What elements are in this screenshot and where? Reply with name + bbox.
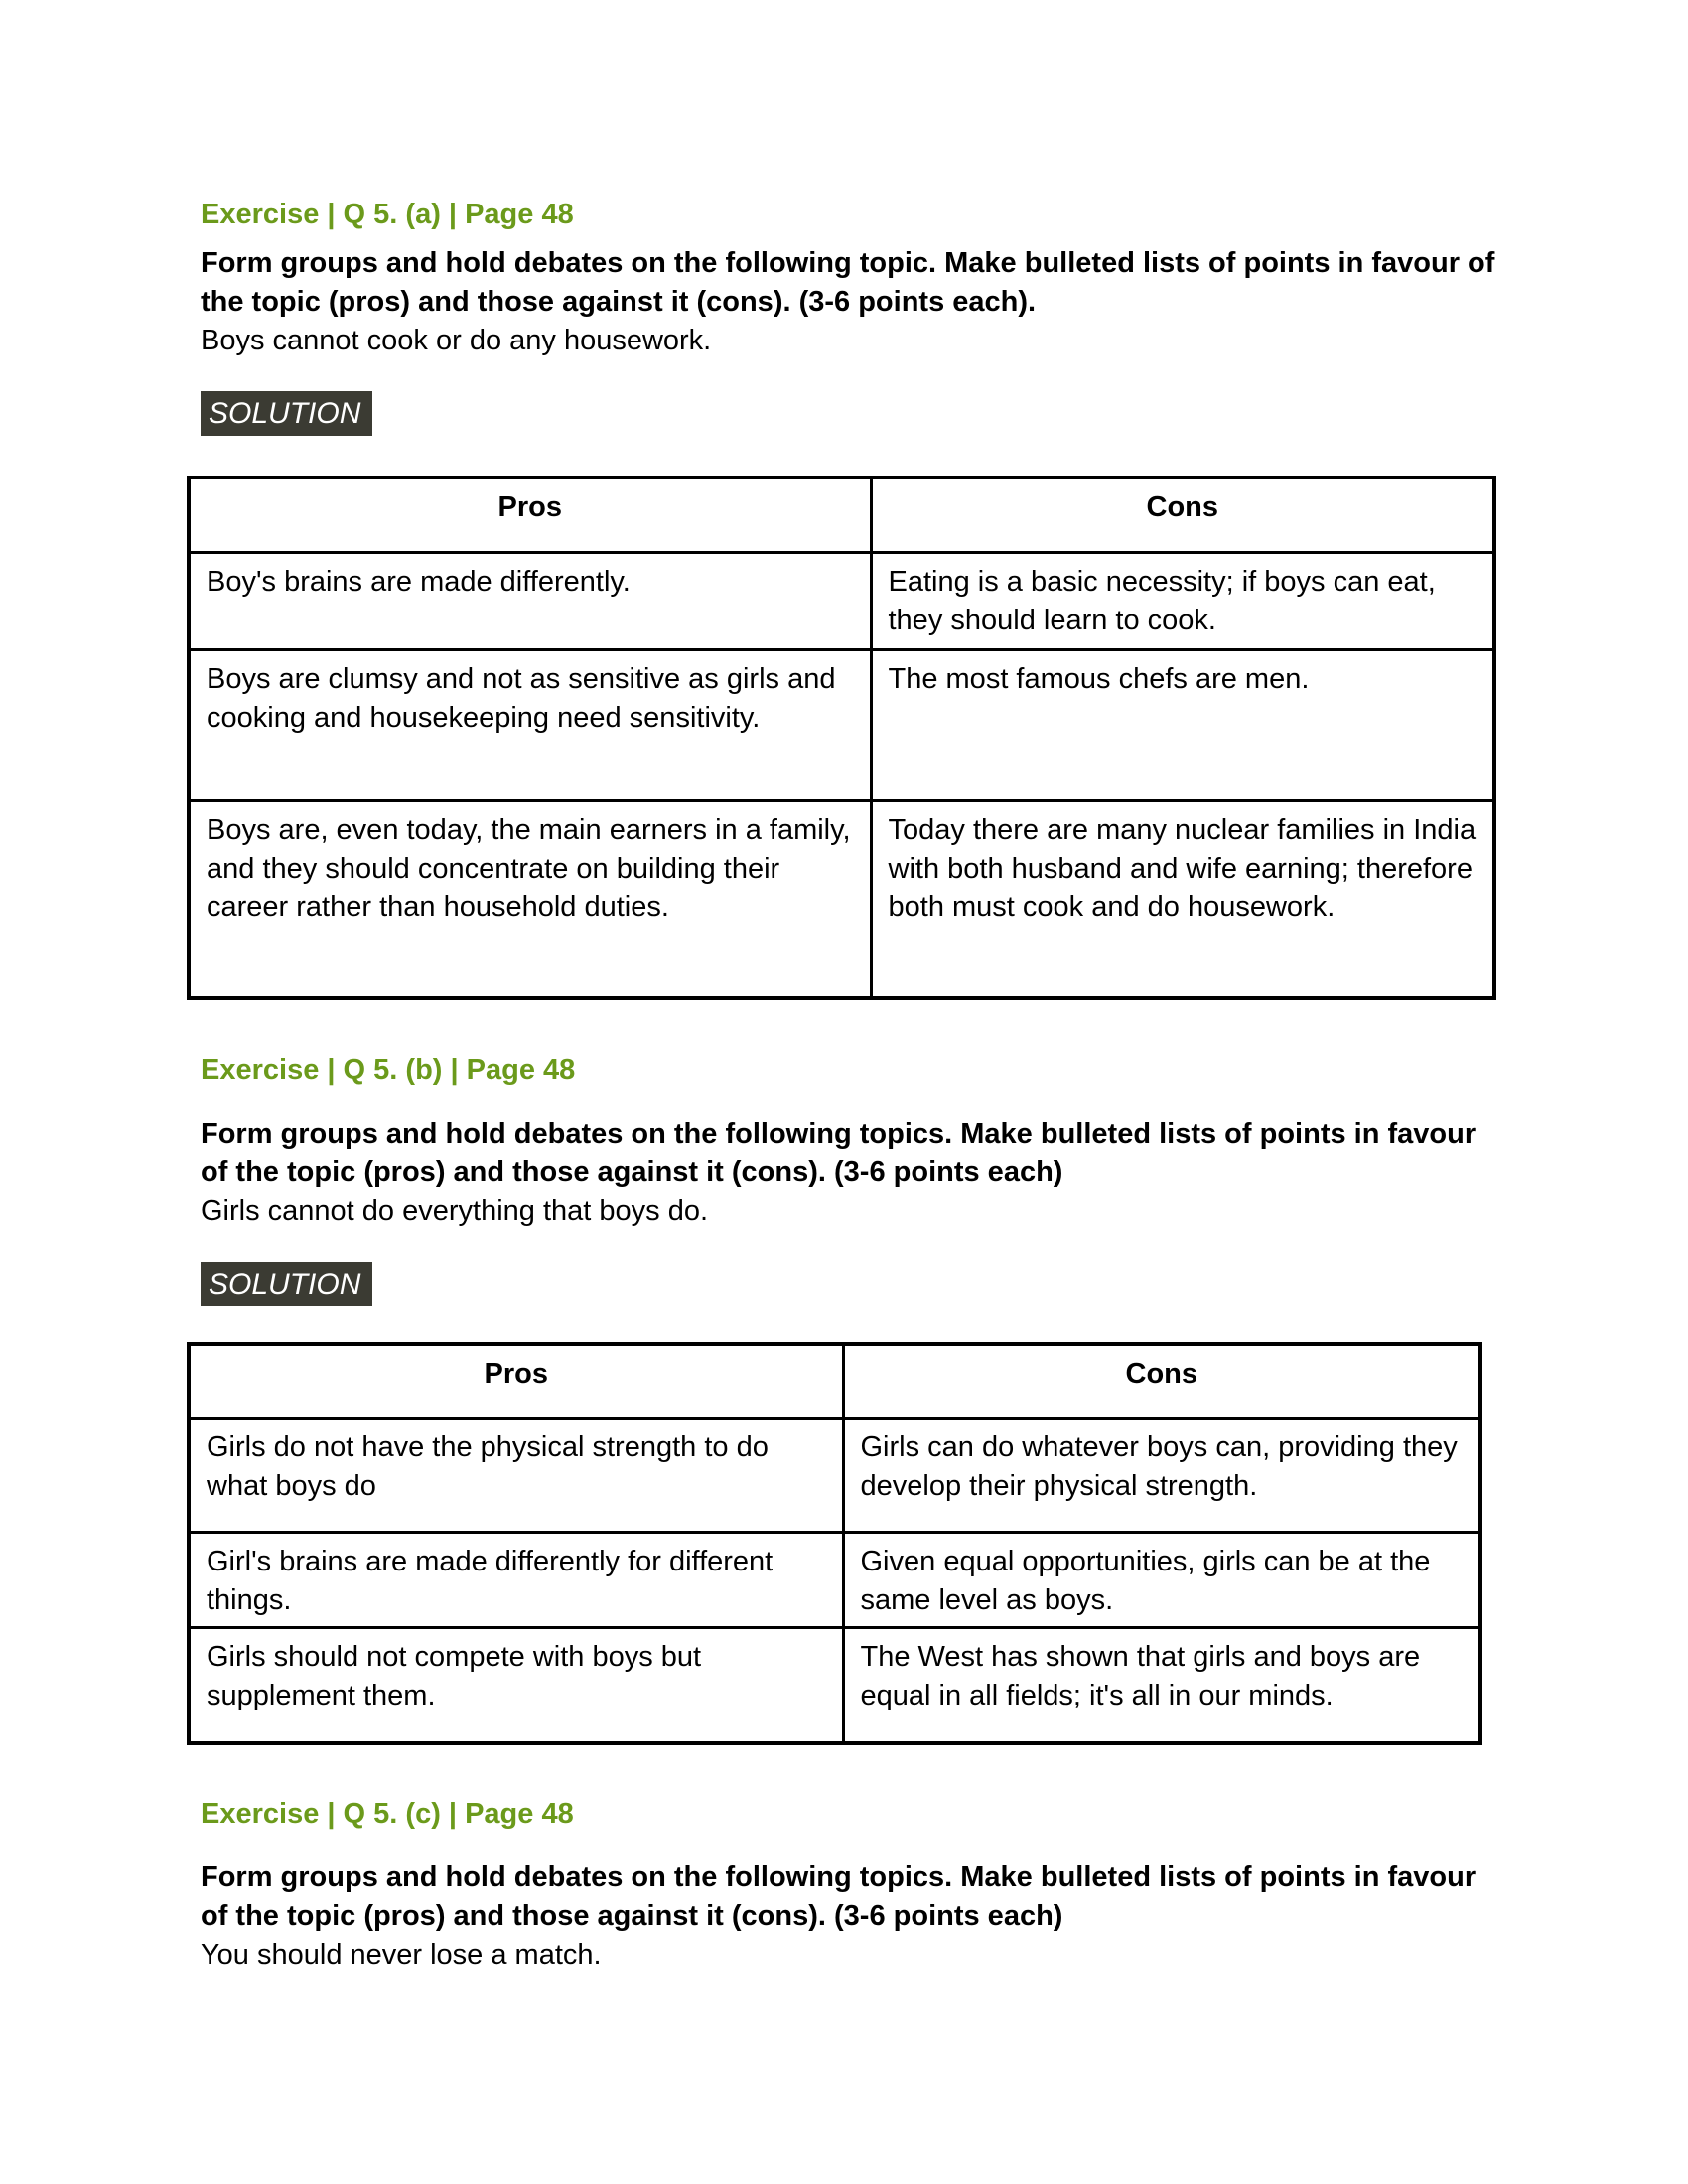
cons-cell: Girls can do whatever boys can, providing they develop their physical strength.	[843, 1418, 1480, 1532]
solution-badge: SOLUTION	[201, 391, 372, 436]
solution-badge: SOLUTION	[201, 1262, 372, 1306]
table-header-row	[189, 1344, 1480, 1418]
cons-cell: The most famous chefs are men.	[871, 649, 1494, 800]
pros-cell: Boys are, even today, the main earners in a family, and they should concentrate on building their career rather than household duties.	[189, 800, 871, 998]
debate-topic-b: Girls cannot do everything that boys do.	[201, 1195, 709, 1227]
pros-cell: Boys are clumsy and not as sensitive as girls and cooking and housekeeping need sensitivity.	[189, 649, 871, 800]
pros-cell: Boy's brains are made differently.	[189, 552, 871, 649]
exercise-section-a	[187, 199, 1507, 1000]
question-instruction-a: Form groups and hold debates on the following topic. Make bulleted lists of points in favour of the topic (pros) and those against it (cons). (3-6 points each).	[201, 247, 1495, 318]
exercise-section-c	[187, 1798, 1507, 1975]
exercise-heading-a: Exercise | Q 5. (a) | Page 48	[201, 199, 574, 230]
pros-column-header: Pros	[189, 1344, 843, 1418]
cons-column-header: Cons	[843, 1344, 1480, 1418]
exercise-heading-c: Exercise | Q 5. (c) | Page 48	[201, 1798, 574, 1830]
table-row	[189, 649, 1494, 800]
table-row	[189, 1627, 1480, 1743]
debate-topic-a: Boys cannot cook or do any housework.	[201, 325, 712, 356]
question-instruction-b: Form groups and hold debates on the following topics. Make bulleted lists of points in favour of the topic (pros) and those against it (cons). (3-6 points each)	[201, 1118, 1477, 1188]
table-row	[189, 1532, 1480, 1627]
table-row	[189, 552, 1494, 649]
cons-cell: Today there are many nuclear families in India with both husband and wife earning; therefore both must cook and do housework.	[871, 800, 1494, 998]
solution-row-a	[201, 391, 1507, 436]
question-instruction-c: Form groups and hold debates on the following topics. Make bulleted lists of points in favour of the topic (pros) and those against it (cons). (3-6 points each)	[201, 1861, 1477, 1932]
pros-cell: Girls do not have the physical strength to do what boys do	[189, 1418, 843, 1532]
pros-cell: Girl's brains are made differently for different things.	[189, 1532, 843, 1627]
table-row	[189, 1418, 1480, 1532]
exercise-section-b	[187, 1054, 1507, 1745]
table-row	[189, 800, 1494, 998]
solution-row-b	[201, 1262, 1507, 1306]
pros-column-header: Pros	[189, 478, 871, 552]
cons-cell: Eating is a basic necessity; if boys can eat, they should learn to cook.	[871, 552, 1494, 649]
pros-cell: Girls should not compete with boys but supplement them.	[189, 1627, 843, 1743]
cons-cell: The West has shown that girls and boys are equal in all fields; it's all in our minds.	[843, 1627, 1480, 1743]
debate-topic-c: You should never lose a match.	[201, 1939, 602, 1971]
pros-cons-table-a	[187, 476, 1496, 1000]
exercise-heading-b: Exercise | Q 5. (b) | Page 48	[201, 1054, 576, 1086]
pros-cons-table-b	[187, 1342, 1482, 1745]
cons-column-header: Cons	[871, 478, 1494, 552]
cons-cell: Given equal opportunities, girls can be at the same level as boys.	[843, 1532, 1480, 1627]
table-header-row	[189, 478, 1494, 552]
